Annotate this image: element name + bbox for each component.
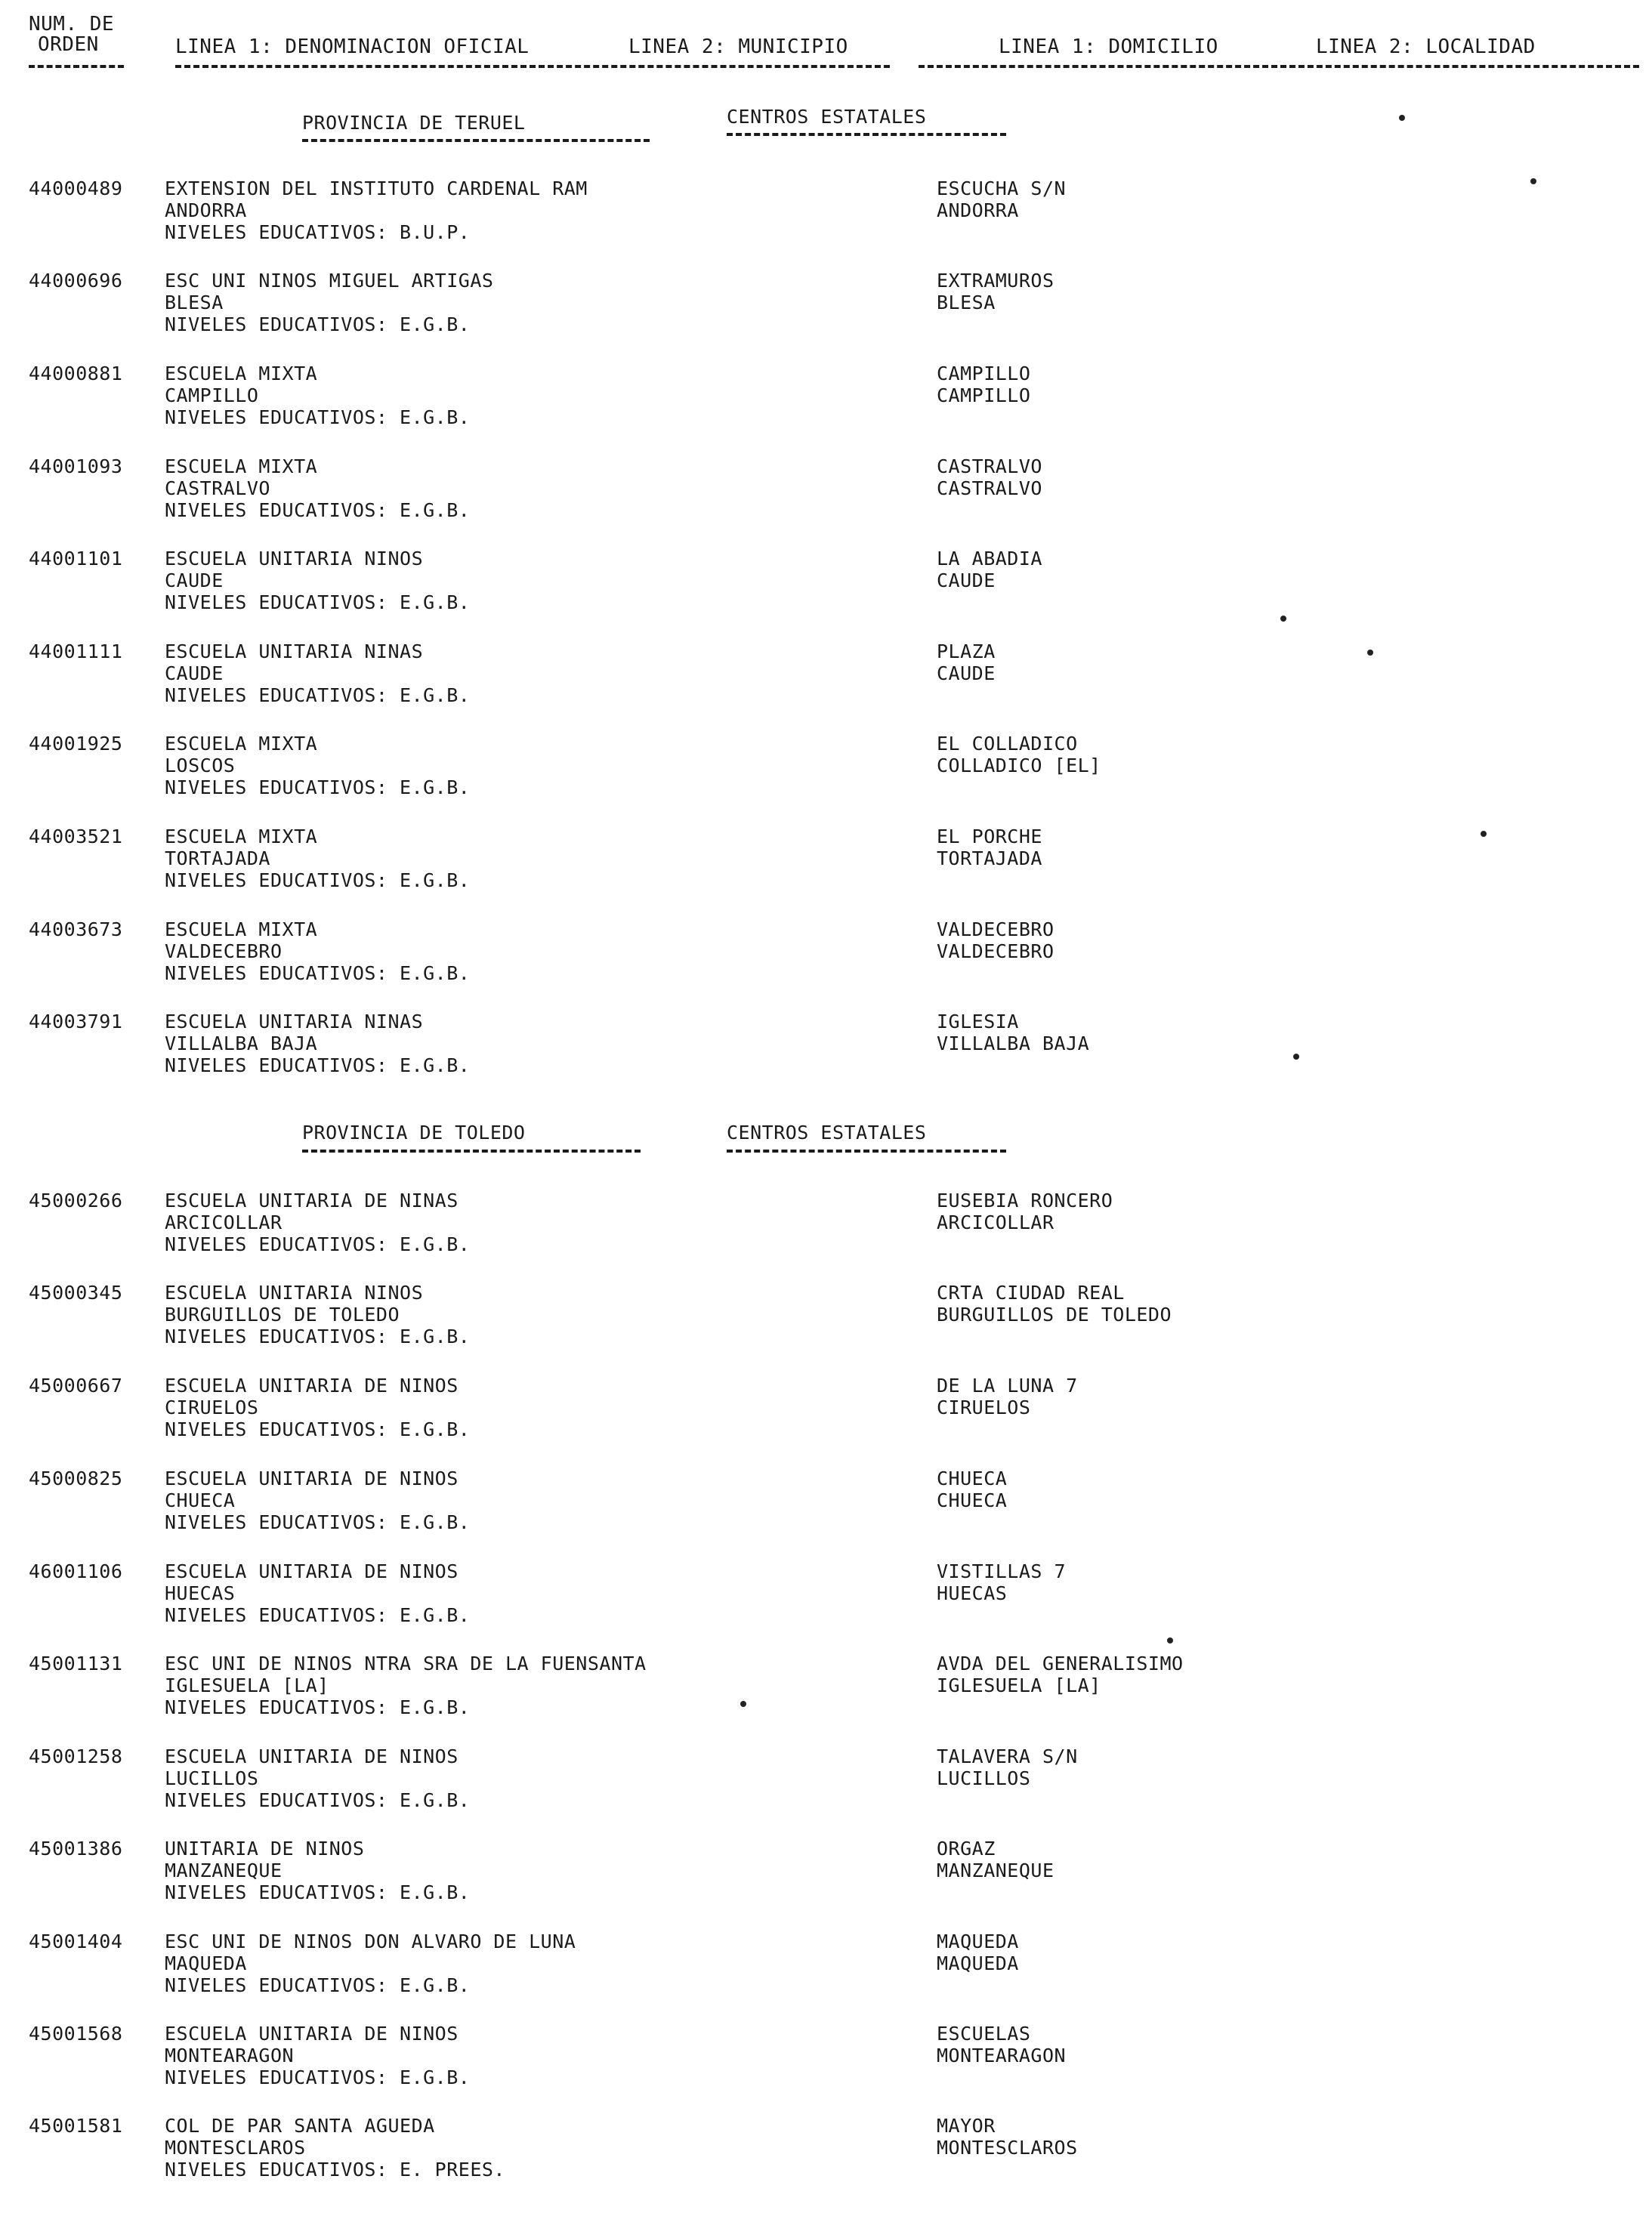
entry-localidad: IGLESUELA [LA]: [937, 1674, 1101, 1696]
entry-domicilio: VALDECEBRO: [937, 918, 1055, 940]
list-item: [0, 1011, 1652, 1101]
entry-number: 44003791: [29, 1011, 123, 1032]
entry-number: 45001386: [29, 1838, 123, 1860]
header-num-orden-line2: ORDEN: [38, 33, 99, 56]
list-item: [0, 1653, 1652, 1743]
scan-speck: [1530, 178, 1536, 184]
entry-localidad: BURGUILLOS DE TOLEDO: [937, 1304, 1172, 1326]
province-rule: [302, 139, 650, 142]
entry-domicilio: EUSEBIA RONCERO: [937, 1190, 1113, 1211]
list-item: [0, 1375, 1652, 1465]
header-rule-domicilio: [919, 65, 1639, 68]
entry-number: 44001093: [29, 455, 123, 477]
entry-name: ESCUELA UNITARIA DE NINOS: [165, 1468, 459, 1489]
list-item: [0, 640, 1652, 731]
province-title: PROVINCIA DE TOLEDO: [302, 1122, 526, 1144]
header-domicilio: LINEA 1: DOMICILIO: [999, 35, 1218, 58]
entry-municipio: CAUDE: [165, 569, 224, 591]
entry-domicilio: PLAZA: [937, 640, 996, 662]
header-localidad: LINEA 2: LOCALIDAD: [1316, 35, 1536, 58]
entry-localidad: CAUDE: [937, 662, 996, 684]
section-type: CENTROS ESTATALES: [727, 1122, 927, 1144]
entry-municipio: CAUDE: [165, 662, 224, 684]
entry-municipio: VILLALBA BAJA: [165, 1032, 318, 1054]
header-num-orden-line1: NUM. DE: [29, 13, 115, 35]
scan-speck: [1481, 831, 1487, 837]
list-item: [0, 826, 1652, 916]
entry-domicilio: CRTA CIUDAD REAL: [937, 1282, 1125, 1304]
entry-name: ESCUELA MIXTA: [165, 918, 318, 940]
entry-number: 45000266: [29, 1190, 123, 1211]
scan-speck: [740, 1701, 746, 1707]
entry-localidad: MONTEARAGON: [937, 2045, 1067, 2066]
list-item: [0, 1468, 1652, 1558]
entry-name: ESCUELA UNITARIA DE NINAS: [165, 1190, 459, 1211]
list-item: [0, 1931, 1652, 2021]
entry-localidad: CAMPILLO: [937, 384, 1031, 406]
entry-niveles: NIVELES EDUCATIVOS: E.G.B.: [165, 1696, 471, 1718]
entry-name: UNITARIA DE NINOS: [165, 1838, 365, 1860]
scan-speck: [1167, 1637, 1173, 1644]
list-item: [0, 1282, 1652, 1372]
entry-domicilio: ESCUELAS: [937, 2023, 1031, 2045]
entry-localidad: HUECAS: [937, 1582, 1008, 1604]
entry-municipio: CHUECA: [165, 1489, 236, 1511]
entry-municipio: BLESA: [165, 292, 224, 313]
list-item: [0, 1745, 1652, 1836]
entry-domicilio: ORGAZ: [937, 1838, 996, 1860]
entry-domicilio: LA ABADIA: [937, 548, 1042, 569]
list-item: [0, 1560, 1652, 1651]
entry-domicilio: MAYOR: [937, 2115, 996, 2137]
header-municipio: LINEA 2: MUNICIPIO: [628, 35, 848, 58]
entry-number: 44000881: [29, 363, 123, 384]
entry-name: ESC UNI DE NINOS DON ALVARO DE LUNA: [165, 1931, 576, 1952]
entry-name: ESCUELA UNITARIA DE NINOS: [165, 1745, 459, 1767]
entry-number: 45001258: [29, 1745, 123, 1767]
entry-number: 45000345: [29, 1282, 123, 1304]
list-item: [0, 270, 1652, 360]
entry-municipio: LUCILLOS: [165, 1767, 259, 1789]
entry-municipio: CASTRALVO: [165, 477, 270, 499]
entry-name: COL DE PAR SANTA AGUEDA: [165, 2115, 435, 2137]
entry-niveles: NIVELES EDUCATIVOS: E. PREES.: [165, 2159, 505, 2181]
entry-municipio: ARCICOLLAR: [165, 1211, 283, 1233]
entry-localidad: COLLADICO [EL]: [937, 755, 1101, 776]
entry-municipio: MANZANEQUE: [165, 1860, 283, 1881]
entry-niveles: NIVELES EDUCATIVOS: E.G.B.: [165, 1511, 471, 1533]
entry-domicilio: TALAVERA S/N: [937, 1745, 1078, 1767]
entry-niveles: NIVELES EDUCATIVOS: E.G.B.: [165, 2066, 471, 2088]
entry-niveles: NIVELES EDUCATIVOS: E.G.B.: [165, 499, 471, 521]
entry-municipio: LOSCOS: [165, 755, 236, 776]
entry-niveles: NIVELES EDUCATIVOS: E.G.B.: [165, 1233, 471, 1255]
entry-name: ESCUELA UNITARIA NINOS: [165, 1282, 424, 1304]
entry-number: 45001581: [29, 2115, 123, 2137]
section-type-rule: [727, 133, 1006, 136]
entry-domicilio: CAMPILLO: [937, 363, 1031, 384]
entry-municipio: BURGUILLOS DE TOLEDO: [165, 1304, 400, 1326]
scan-speck: [1367, 650, 1373, 656]
entry-niveles: NIVELES EDUCATIVOS: E.G.B.: [165, 1881, 471, 1903]
entry-name: ESCUELA MIXTA: [165, 733, 318, 755]
entry-niveles: NIVELES EDUCATIVOS: E.G.B.: [165, 1789, 471, 1811]
entry-localidad: LUCILLOS: [937, 1767, 1031, 1789]
entry-localidad: BLESA: [937, 292, 996, 313]
entry-localidad: CASTRALVO: [937, 477, 1042, 499]
header-denominacion: LINEA 1: DENOMINACION OFICIAL: [175, 35, 530, 58]
entry-number: 44000696: [29, 270, 123, 292]
entry-localidad: MANZANEQUE: [937, 1860, 1055, 1881]
entry-niveles: NIVELES EDUCATIVOS: E.G.B.: [165, 776, 471, 798]
entry-localidad: MAQUEDA: [937, 1952, 1019, 1974]
entry-domicilio: AVDA DEL GENERALISIMO: [937, 1653, 1184, 1674]
entry-municipio: MONTESCLAROS: [165, 2137, 306, 2159]
entry-localidad: MONTESCLAROS: [937, 2137, 1078, 2159]
list-item: [0, 363, 1652, 453]
scan-speck: [1399, 115, 1405, 121]
entry-number: 45000825: [29, 1468, 123, 1489]
scan-speck: [1293, 1054, 1299, 1060]
list-item: [0, 2023, 1652, 2113]
entry-localidad: CIRUELOS: [937, 1397, 1031, 1418]
list-item: [0, 1190, 1652, 1280]
province-rule: [302, 1150, 641, 1153]
entry-number: 44003673: [29, 918, 123, 940]
entry-name: EXTENSION DEL INSTITUTO CARDENAL RAM: [165, 177, 588, 199]
entry-localidad: VALDECEBRO: [937, 940, 1055, 962]
entry-localidad: ARCICOLLAR: [937, 1211, 1055, 1233]
entry-domicilio: EL COLLADICO: [937, 733, 1078, 755]
province-title: PROVINCIA DE TERUEL: [302, 112, 526, 134]
entry-domicilio: IGLESIA: [937, 1011, 1019, 1032]
entry-name: ESCUELA UNITARIA DE NINOS: [165, 2023, 459, 2045]
entry-niveles: NIVELES EDUCATIVOS: E.G.B.: [165, 1974, 471, 1996]
entry-domicilio: VISTILLAS 7: [937, 1560, 1067, 1582]
entry-niveles: NIVELES EDUCATIVOS: E.G.B.: [165, 406, 471, 428]
entry-niveles: NIVELES EDUCATIVOS: E.G.B.: [165, 869, 471, 891]
entry-name: ESCUELA UNITARIA NINOS: [165, 548, 424, 569]
entry-domicilio: ESCUCHA S/N: [937, 177, 1067, 199]
entry-name: ESCUELA UNITARIA NINAS: [165, 1011, 424, 1032]
list-item: [0, 918, 1652, 1009]
entry-municipio: HUECAS: [165, 1582, 236, 1604]
entry-domicilio: EXTRAMUROS: [937, 270, 1055, 292]
entry-domicilio: CHUECA: [937, 1468, 1008, 1489]
entry-municipio: MAQUEDA: [165, 1952, 247, 1974]
list-item: [0, 1838, 1652, 1928]
entry-domicilio: MAQUEDA: [937, 1931, 1019, 1952]
entry-number: 46001106: [29, 1560, 123, 1582]
entry-niveles: NIVELES EDUCATIVOS: E.G.B.: [165, 1054, 471, 1076]
entry-name: ESCUELA UNITARIA DE NINOS: [165, 1560, 459, 1582]
entry-municipio: CIRUELOS: [165, 1397, 259, 1418]
header-rule-num: [29, 65, 124, 68]
entry-niveles: NIVELES EDUCATIVOS: E.G.B.: [165, 1418, 471, 1440]
entry-municipio: TORTAJADA: [165, 847, 270, 869]
entry-municipio: IGLESUELA [LA]: [165, 1674, 329, 1696]
entry-localidad: ANDORRA: [937, 199, 1019, 221]
list-item: [0, 733, 1652, 823]
entry-number: 44001111: [29, 640, 123, 662]
entry-localidad: TORTAJADA: [937, 847, 1042, 869]
entry-domicilio: DE LA LUNA 7: [937, 1375, 1078, 1397]
section-type-rule: [727, 1150, 1006, 1153]
header-rule-denominacion: [175, 65, 890, 68]
entry-domicilio: EL PORCHE: [937, 826, 1042, 847]
entry-number: 44001925: [29, 733, 123, 755]
entry-localidad: CAUDE: [937, 569, 996, 591]
scan-speck: [1280, 616, 1286, 622]
entry-municipio: ANDORRA: [165, 199, 247, 221]
entry-name: ESC UNI NINOS MIGUEL ARTIGAS: [165, 270, 494, 292]
entry-localidad: VILLALBA BAJA: [937, 1032, 1090, 1054]
entry-name: ESCUELA UNITARIA NINAS: [165, 640, 424, 662]
entry-niveles: NIVELES EDUCATIVOS: B.U.P.: [165, 221, 471, 243]
entry-niveles: NIVELES EDUCATIVOS: E.G.B.: [165, 1326, 471, 1347]
entry-niveles: NIVELES EDUCATIVOS: E.G.B.: [165, 962, 471, 984]
entry-number: 44003521: [29, 826, 123, 847]
entry-number: 44000489: [29, 177, 123, 199]
entry-number: 45001568: [29, 2023, 123, 2045]
entry-localidad: CHUECA: [937, 1489, 1008, 1511]
entry-name: ESC UNI DE NINOS NTRA SRA DE LA FUENSANTA: [165, 1653, 647, 1674]
entry-number: 45000667: [29, 1375, 123, 1397]
list-item: [0, 2115, 1652, 2205]
entry-number: 45001131: [29, 1653, 123, 1674]
entry-name: ESCUELA UNITARIA DE NINOS: [165, 1375, 459, 1397]
entry-municipio: MONTEARAGON: [165, 2045, 295, 2066]
entry-number: 45001404: [29, 1931, 123, 1952]
entry-niveles: NIVELES EDUCATIVOS: E.G.B.: [165, 684, 471, 706]
section-type: CENTROS ESTATALES: [727, 106, 927, 128]
entry-municipio: CAMPILLO: [165, 384, 259, 406]
entry-name: ESCUELA MIXTA: [165, 363, 318, 384]
entry-number: 44001101: [29, 548, 123, 569]
entry-name: ESCUELA MIXTA: [165, 826, 318, 847]
entry-niveles: NIVELES EDUCATIVOS: E.G.B.: [165, 591, 471, 613]
list-item: [0, 455, 1652, 546]
entry-municipio: VALDECEBRO: [165, 940, 283, 962]
list-item: [0, 548, 1652, 638]
entry-niveles: NIVELES EDUCATIVOS: E.G.B.: [165, 313, 471, 335]
entry-name: ESCUELA MIXTA: [165, 455, 318, 477]
list-item: [0, 177, 1652, 268]
entry-niveles: NIVELES EDUCATIVOS: E.G.B.: [165, 1604, 471, 1626]
entry-domicilio: CASTRALVO: [937, 455, 1042, 477]
